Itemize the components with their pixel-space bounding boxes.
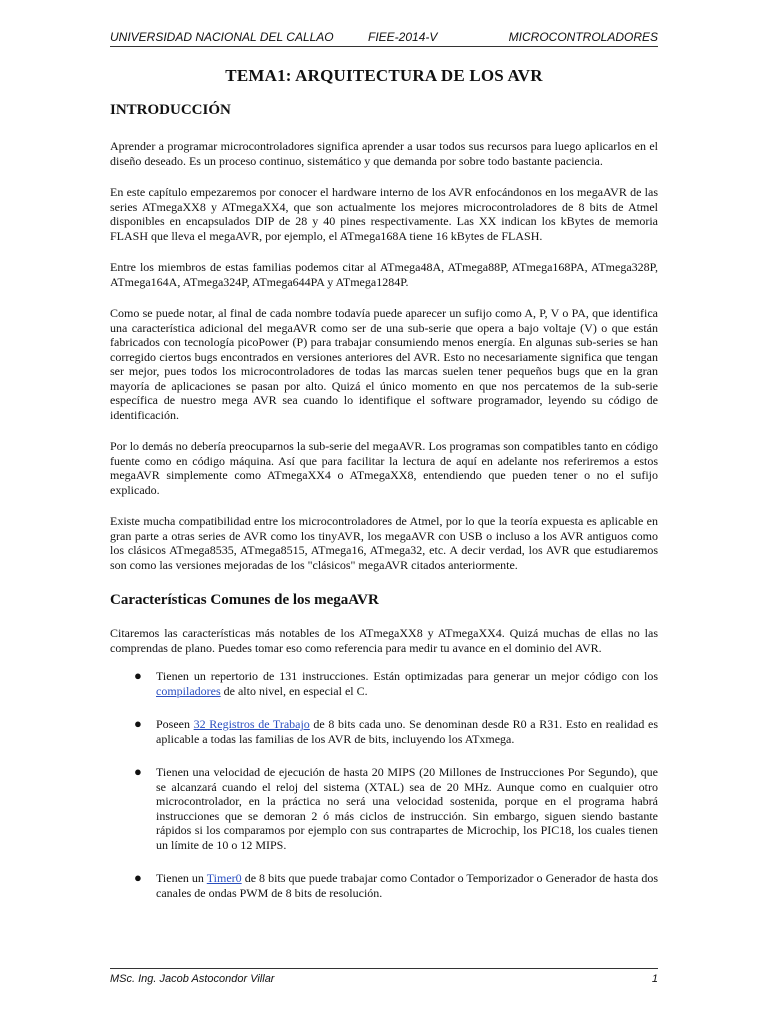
bullet-icon: ● [134,716,142,731]
list-item [110,765,658,852]
bullet-icon: ● [134,764,142,779]
list-item-text: de alto nivel, en especial el C. [220,683,368,698]
registros-de-trabajo-link[interactable]: 32 Registros de Trabajo [193,717,310,731]
footer-author: MSc. Ing. Jacob Astocondor Villar [110,973,275,985]
page-header [110,28,658,47]
list-item-text: de 8 bits que puede trabajar como Contador o Temporizador o Generador de hasta dos canales de ondas PWM de 8 bits de resolución. [156,871,658,900]
compiladores-link[interactable]: compiladores [156,683,221,698]
paragraph-4: Como se puede notar, al final de cada nombre todavía puede aparecer un sufijo como A, P, V o PA, que identifica una característica adicional del megaAVR como ser de una sub-serie que opera a bajo voltaje (V) o que están fabricados con tecnología picoPower (P) para trabajar consumiendo menos energía. En algunas sub-series se han corregido ciertos bugs encontrados en versiones anteriores del AVR. Esto no necesariamente significa que tengan ser mejor, pues todos los microcontroladores de todas las marcas suelen tener pequeños bugs que en la gran mayoría de aplicaciones se pasan por alto. Quizá el único momento en que nos percatemos de la sub-serie específica de nuestro mega AVR sea cuando lo identifique el software programador, leyendo su código de identificación. [110,306,658,422]
list-item [110,871,658,900]
section-heading-caracteristicas: Características Comunes de los megaAVR [110,592,379,608]
list-item-text: Tienen una velocidad de ejecución de hasta 20 MIPS (20 Millones de Instrucciones Por Segundo), que se alcanzará cuando el reloj del sistema (XTAL) sea de 20 MHz. Aunque como en cualquier otro microcontrolador, en la práctica no será una velocidad sostenida, porque en el programa habrá instrucciones que se demoran 2 ó más ciclos de instrucción. Sin embargo, siguen siendo bastante rápidos si los comparamos por ejemplo con sus contrapartes de Microchip, los PIC18, los cuales tienen un límite de 10 o 12 MIPS. [156,765,658,852]
paragraph-1: Aprender a programar microcontroladores significa aprender a usar todos sus recursos para luego aplicarlos en el diseño deseado. Es un proceso continuo, sistemático y que demanda por sobre todo bastante paciencia. [110,139,658,168]
features-list [110,669,658,900]
bullet-icon: ● [134,668,142,683]
page-number: 1 [651,973,658,985]
list-item-text: Tienen un [156,871,207,885]
list-item-text: de 8 bits cada uno. Se denominan desde R0 a R31. Esto en realidad es aplicable a todas las familias de los AVR de bits, incluyendo los ATxmega. [156,717,658,746]
paragraph-3: Entre los miembros de estas familias podemos citar al ATmega48A, ATmega88P, ATmega168PA, ATmega328P, ATmega164A, ATmega324P, ATmega644PA y ATmega1284P. [110,260,658,289]
section2-intro: Citaremos las características más notables de los ATmegaXX8 y ATmegaXX4. Quizá muchas de ellas no las comprendas de plano. Puedes tomar eso como referencia para medir tu avance en el dominio del AVR. [110,626,658,655]
paragraph-6: Existe mucha compatibilidad entre los microcontroladores de Atmel, por lo que la teoría expuesta es aplicable en gran parte a otras series de AVR como los tinyAVR, los megaAVR con USB o incluso a los AVR antiguos como los clásicos ATmega8535, ATmega8515, ATmega16, ATmega32, etc. A decir verdad, los AVR que estudiaremos son como las versiones mejoradas de los "clásicos" megaAVR citados anteriormente. [110,514,658,572]
header-course-code: FIEE-2014-V [368,30,438,44]
paragraph-5: Por lo demás no debería preocuparnos la sub-serie del megaAVR. Los programas son compatibles tanto en código fuente como en código máquina. Así que para facilitar la lectura de aquí en adelante nos referiremos a estos megaAVR simplemente como ATmegaXX4 o ATmegaXX8, entendiendo que pueden tener o no el sufijo explicado. [110,439,658,497]
page-footer [110,968,658,985]
header-subject: MICROCONTROLADORES [508,30,658,44]
list-item-text: Tienen un repertorio de 131 instrucciones. Están optimizadas para generar un mejor código con los [156,669,658,683]
list-item [110,717,658,746]
document-body [110,66,658,919]
paragraph-2: En este capítulo empezaremos por conocer el hardware interno de los AVR enfocándonos en los megaAVR de las series ATmegaXX8 y ATmegaXX4, que son actualmente los mejores microcontroladores de 8 bits de Atmel disponibles en encapsulados DIP de 28 y 40 pines respectivamente. Las XX indican los kBytes de memoria FLASH que lleva el megaAVR, por ejemplo, el ATmega168A tiene 16 kBytes de FLASH. [110,185,658,243]
header-university: UNIVERSIDAD NACIONAL DEL CALLAO [110,30,334,44]
bullet-icon: ● [134,870,142,885]
timer0-link[interactable]: Timer0 [206,871,242,885]
list-item [110,669,658,698]
list-item-text: Poseen [156,717,194,731]
section-heading-introduccion: INTRODUCCIÓN [110,102,231,118]
page-title: TEMA1: ARQUITECTURA DE LOS AVR [225,66,543,85]
